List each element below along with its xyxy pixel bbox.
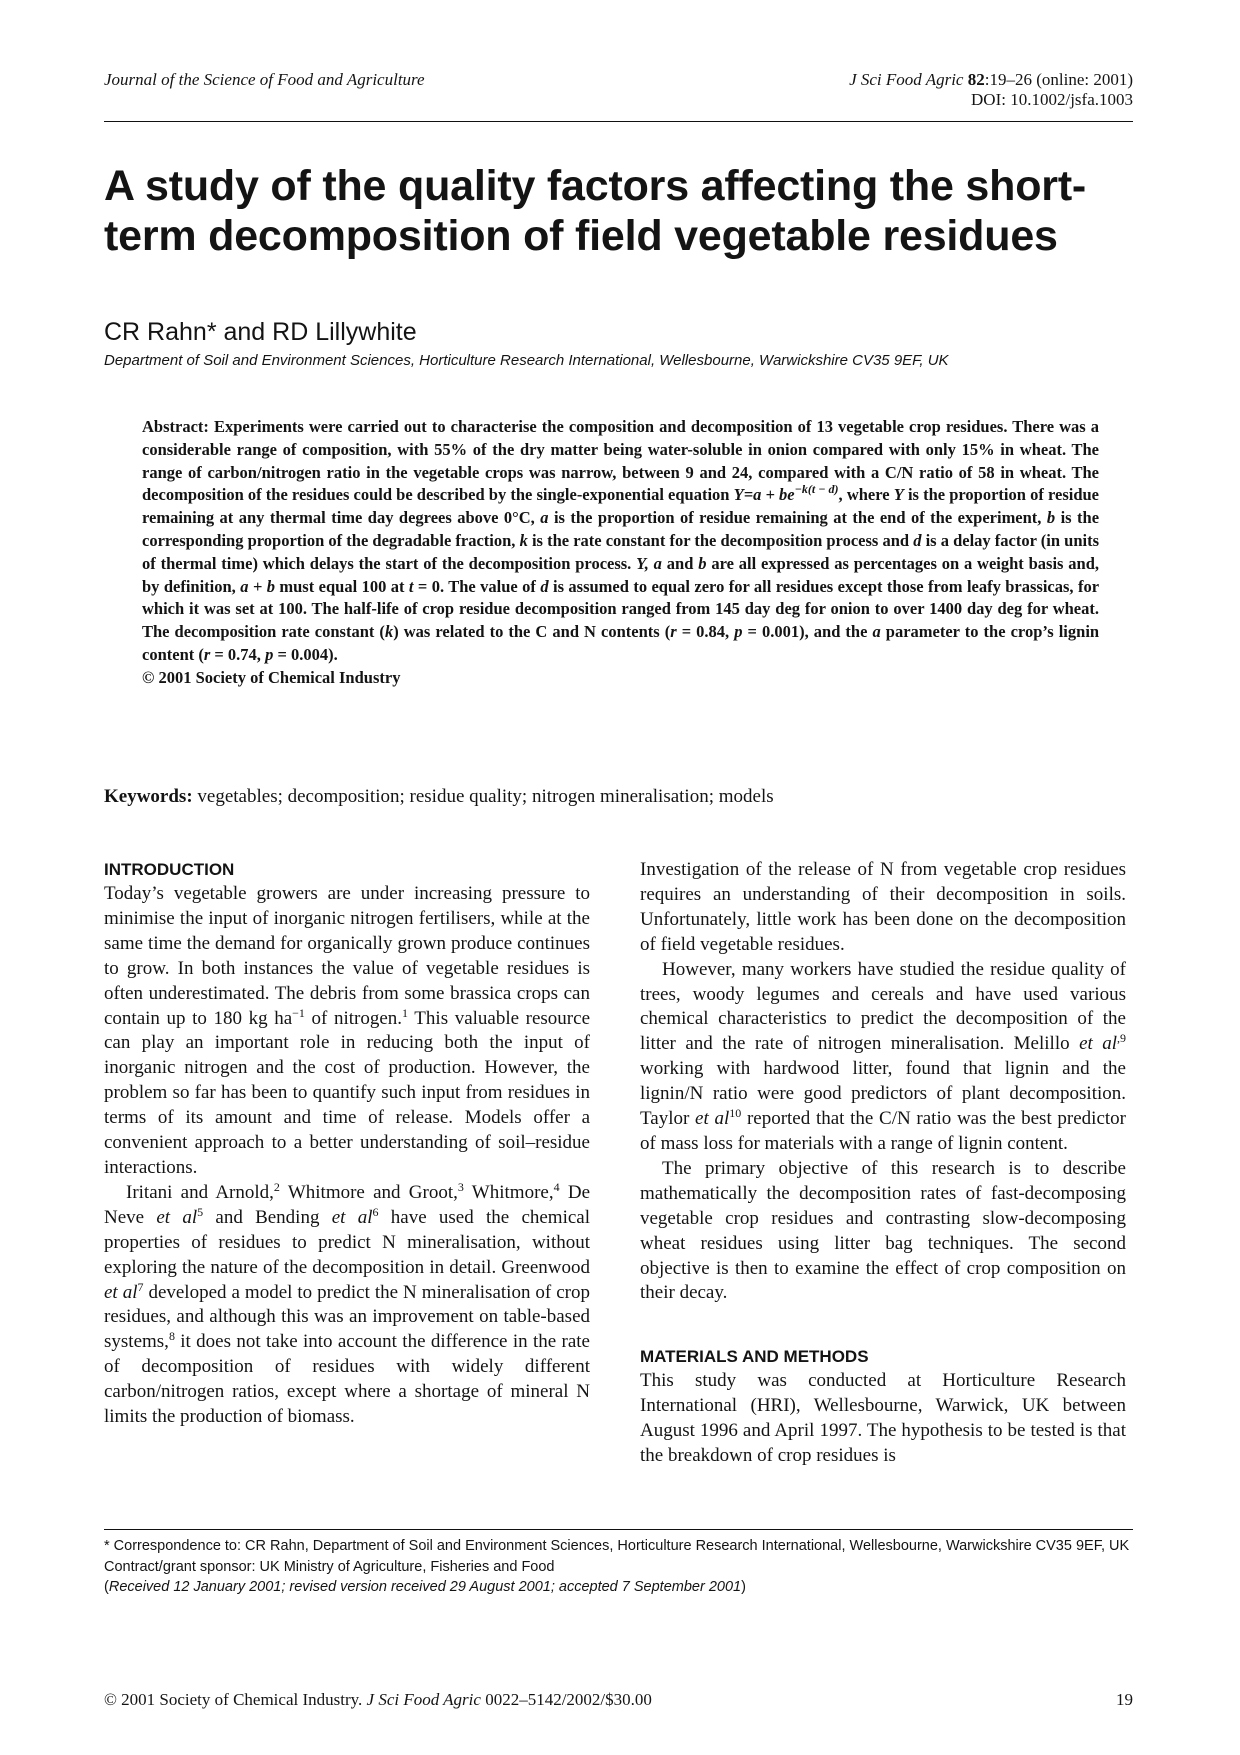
abstract-sentence: is assumed to equal zero for all residues except those from leafy brassicas, for which it was set at 100. The half-life of crop residue decomposition ranged from 145 day deg for onion to over 1400 day deg for wheat. The decomposition rate constant ( <box>142 576 1100 642</box>
abstract-sentence: are all expressed as percentages on a weight basis and, by definition, <box>142 553 1100 596</box>
abstract-sentence: = 0.004). <box>277 644 338 664</box>
paragraph <box>640 958 1126 1157</box>
abstract-sentence: = 0.001), and the <box>747 622 868 642</box>
reference-mark: 1 <box>402 1005 409 1020</box>
abstract-sentence: is the proportion of residue remaining at any thermal time day degrees above 0°C, <box>142 485 1099 528</box>
abstract-sentence: = 0. The value of <box>417 576 536 596</box>
variable: t <box>408 576 414 596</box>
keywords <box>104 786 774 808</box>
citation-line <box>849 70 1133 90</box>
footnote-rule <box>104 1529 1133 1530</box>
text-run: reported that the C/N ratio was the best predictor of mass loss for materials with a range of lignin content. <box>640 1108 1126 1154</box>
reference-mark: 5 <box>197 1204 204 1219</box>
received-dates: Received 12 January 2001; revised version received 29 August 2001; accepted 7 September 2001 <box>108 1579 742 1595</box>
et-al: et al <box>695 1108 730 1130</box>
keywords-label: Keywords: <box>104 786 193 807</box>
paragraph <box>104 1181 590 1430</box>
text-run: it does not take into account the difference in the rate of decomposition of residues with widely different carbon/nitrogen ratios, except where a shortage of mineral N limits the production of biomass. <box>104 1331 590 1428</box>
abstract-sentence: and <box>666 553 694 573</box>
body-column-right <box>640 858 1126 1469</box>
paragraph <box>104 882 590 1181</box>
variable: b <box>1046 508 1056 528</box>
reference-mark: 7 <box>137 1279 144 1294</box>
text-run: working with hardwood litter, found that lignin and the lignin/N ratio were good predictors of plant decomposition. Taylor <box>640 1058 1126 1130</box>
abstract-sentence: = 0.74, <box>214 644 261 664</box>
footnote-sponsor: Contract/grant sponsor: UK Ministry of Agriculture, Fisheries and Food <box>104 1558 555 1575</box>
text-run: De Neve <box>104 1181 591 1228</box>
variable: Y, a <box>636 553 662 573</box>
reference-mark: 8 <box>168 1329 175 1344</box>
abstract-sentence: Experiments were carried out to characterise the composition and decomposition of 13 vegetable crop residues. There was a considerable range of composition, with 55% of the dry matter being water-soluble in onion compared with only 15% in wheat. The range of carbon/nitrogen ratio in the vegetable crops was narrow, between 9 and 24, compared with a C/N ratio of 58 in wheat. The decomposition of the residues could be described by the single-exponential equation <box>142 417 1100 505</box>
text-run: Today’s vegetable growers are under increasing pressure to minimise the input of inorganic nitrogen fertilisers, while at the same time the demand for organically grown produce continues to grow. In both instances the value of vegetable residues is often underestimated. The debris from some brassica crops can contain up to 180 kg ha <box>104 883 590 1029</box>
footnote-received: (Received 12 January 2001; revised version received 29 August 2001; accepted 7 September 2001) <box>104 1579 746 1595</box>
citation-journal: J Sci Food Agric <box>849 70 964 89</box>
keywords-text: vegetables; decomposition; residue quality; nitrogen mineralisation; models <box>197 786 774 807</box>
text-run: have used the chemical properties of residues to predict N mineralisation, without exploring the nature of the decomposition in detail. Greenwood <box>104 1206 591 1278</box>
variable: p <box>734 622 743 642</box>
text-run: Whitmore and Groot, <box>279 1181 458 1203</box>
et-al: et al <box>104 1281 138 1303</box>
abstract-sentence: is the proportion of residue remaining at the end of the experiment, <box>553 508 1042 528</box>
abstract-copyright: © 2001 Society of Chemical Industry <box>142 667 401 687</box>
doi: DOI: 10.1002/jsfa.1003 <box>971 90 1133 109</box>
authors: CR Rahn* and RD Lillywhite <box>104 318 417 346</box>
footnote-correspondence: * Correspondence to: CR Rahn, Department of Soil and Environment Sciences, Horticulture Research International, Wellesbourne, Warwickshire CV35 9EF, UK <box>104 1538 1130 1554</box>
variable: k <box>384 622 394 642</box>
citation-pages: :19–26 (online: 2001) <box>984 70 1133 89</box>
variable: r <box>203 644 211 664</box>
paragraph: The primary objective of this research is to describe mathematically the decomposition rates of fast-decomposing vegetable crop residues and contrasting slow-decomposing wheat residues using litter bag techniques. The second objective is then to examine the effect of crop composition on their decay. <box>640 1157 1126 1304</box>
variable: k <box>519 530 528 550</box>
variable: d <box>540 576 549 596</box>
text-run: developed a model to predict the N mineralisation of crop residues, and although this was an improvement on table-based systems, <box>104 1281 590 1353</box>
text-run: of nitrogen. <box>304 1007 403 1029</box>
variable: a <box>872 622 881 642</box>
affiliation: Department of Soil and Environment Sciences, Horticulture Research International, Wellesbourne, Warwickshire CV35 9EF, UK <box>104 352 949 369</box>
reference-mark: 6 <box>372 1204 379 1219</box>
reference-mark: 10 <box>729 1106 742 1121</box>
variable: b <box>698 553 707 573</box>
variable: Y <box>893 485 904 505</box>
text-run: Iritani and Arnold, <box>126 1181 274 1203</box>
abstract <box>142 416 1099 690</box>
variable: a <box>540 508 549 528</box>
footer-issn: 0022–5142/2002/$30.00 <box>485 1690 652 1709</box>
section-gap <box>640 1306 1126 1345</box>
et-al: et al <box>331 1206 373 1228</box>
et-al: et al <box>1079 1033 1117 1055</box>
citation-volume: 82 <box>967 70 985 89</box>
article-title: A study of the quality factors affecting the short-term decomposition of field vegetable residues <box>104 162 1087 260</box>
page-footer <box>104 1690 652 1710</box>
paragraph: Investigation of the release of N from vegetable crop residues requires an understanding of their decomposition in soils. Unfortunately, little work has been done on the decomposition of field vegetable residues. <box>640 859 1126 955</box>
equation-mid: =a + be <box>743 485 795 505</box>
text-run: and Bending <box>203 1206 332 1228</box>
header-rule <box>104 121 1133 122</box>
text-run: Whitmore, <box>463 1181 554 1203</box>
variable: a + b <box>240 576 275 596</box>
reference-mark: ,9 <box>1117 1031 1126 1046</box>
et-al: et al <box>156 1206 198 1228</box>
footer-journal: J Sci Food Agric <box>366 1690 481 1709</box>
abstract-label: Abstract: <box>142 417 209 436</box>
equation-lhs: Y <box>733 485 744 505</box>
section-heading-introduction: INTRODUCTION <box>104 860 235 879</box>
abstract-sentence: = 0.84, <box>681 622 730 642</box>
unit-exponent: −1 <box>292 1005 305 1020</box>
body-column-left <box>104 858 590 1430</box>
section-heading-methods: MATERIALS AND METHODS <box>640 1347 869 1367</box>
reference-mark: 4 <box>553 1179 560 1194</box>
abstract-text <box>142 416 1099 667</box>
variable: d <box>913 530 922 550</box>
footer-copyright: © 2001 Society of Chemical Industry. <box>104 1690 363 1709</box>
abstract-sentence: is the rate constant for the decomposition process and <box>531 530 910 550</box>
text-run: However, many workers have studied the residue quality of trees, woody legumes and cereals and have used various chemical characteristics to predict the decomposition of the litter and the rate of nitrogen mineralisation. Melillo <box>640 958 1126 1055</box>
abstract-sentence: parameter to the crop’s lignin content ( <box>142 622 1100 664</box>
page-number: 19 <box>1116 1690 1133 1709</box>
variable: p <box>265 644 274 664</box>
paragraph: This study was conducted at Horticulture Research International (HRI), Wellesbourne, Warwick, UK between August 1996 and April 1997. The hypothesis to be tested is that the breakdown of crop residues is <box>640 1370 1126 1467</box>
abstract-sentence: is a delay factor (in units of thermal time) which delays the start of the decomposition process. <box>142 530 1100 573</box>
footnotes <box>104 1536 1134 1598</box>
abstract-sentence: is the corresponding proportion of the degradable fraction, <box>142 508 1100 550</box>
text-run: This valuable resource can play an important role in reducing both the input of inorganic nitrogen and the cost of production. However, the problem so far has been to quantify such input from residues in terms of its amount and time of release. Models offer a convenient approach to a better understanding of soil–residue interactions. <box>104 1007 590 1178</box>
abstract-sentence: must equal 100 at <box>279 576 405 596</box>
reference-mark: 2 <box>273 1179 280 1194</box>
reference-mark: 3 <box>457 1179 464 1194</box>
running-header-journal: Journal of the Science of Food and Agriculture <box>104 70 425 89</box>
equation-exponent: −k(t − d) <box>794 482 839 497</box>
running-header-citation <box>849 70 1133 110</box>
abstract-sentence: ) was related to the C and N contents ( <box>393 622 671 642</box>
variable: r <box>670 622 677 642</box>
abstract-sentence: , where <box>838 485 890 505</box>
